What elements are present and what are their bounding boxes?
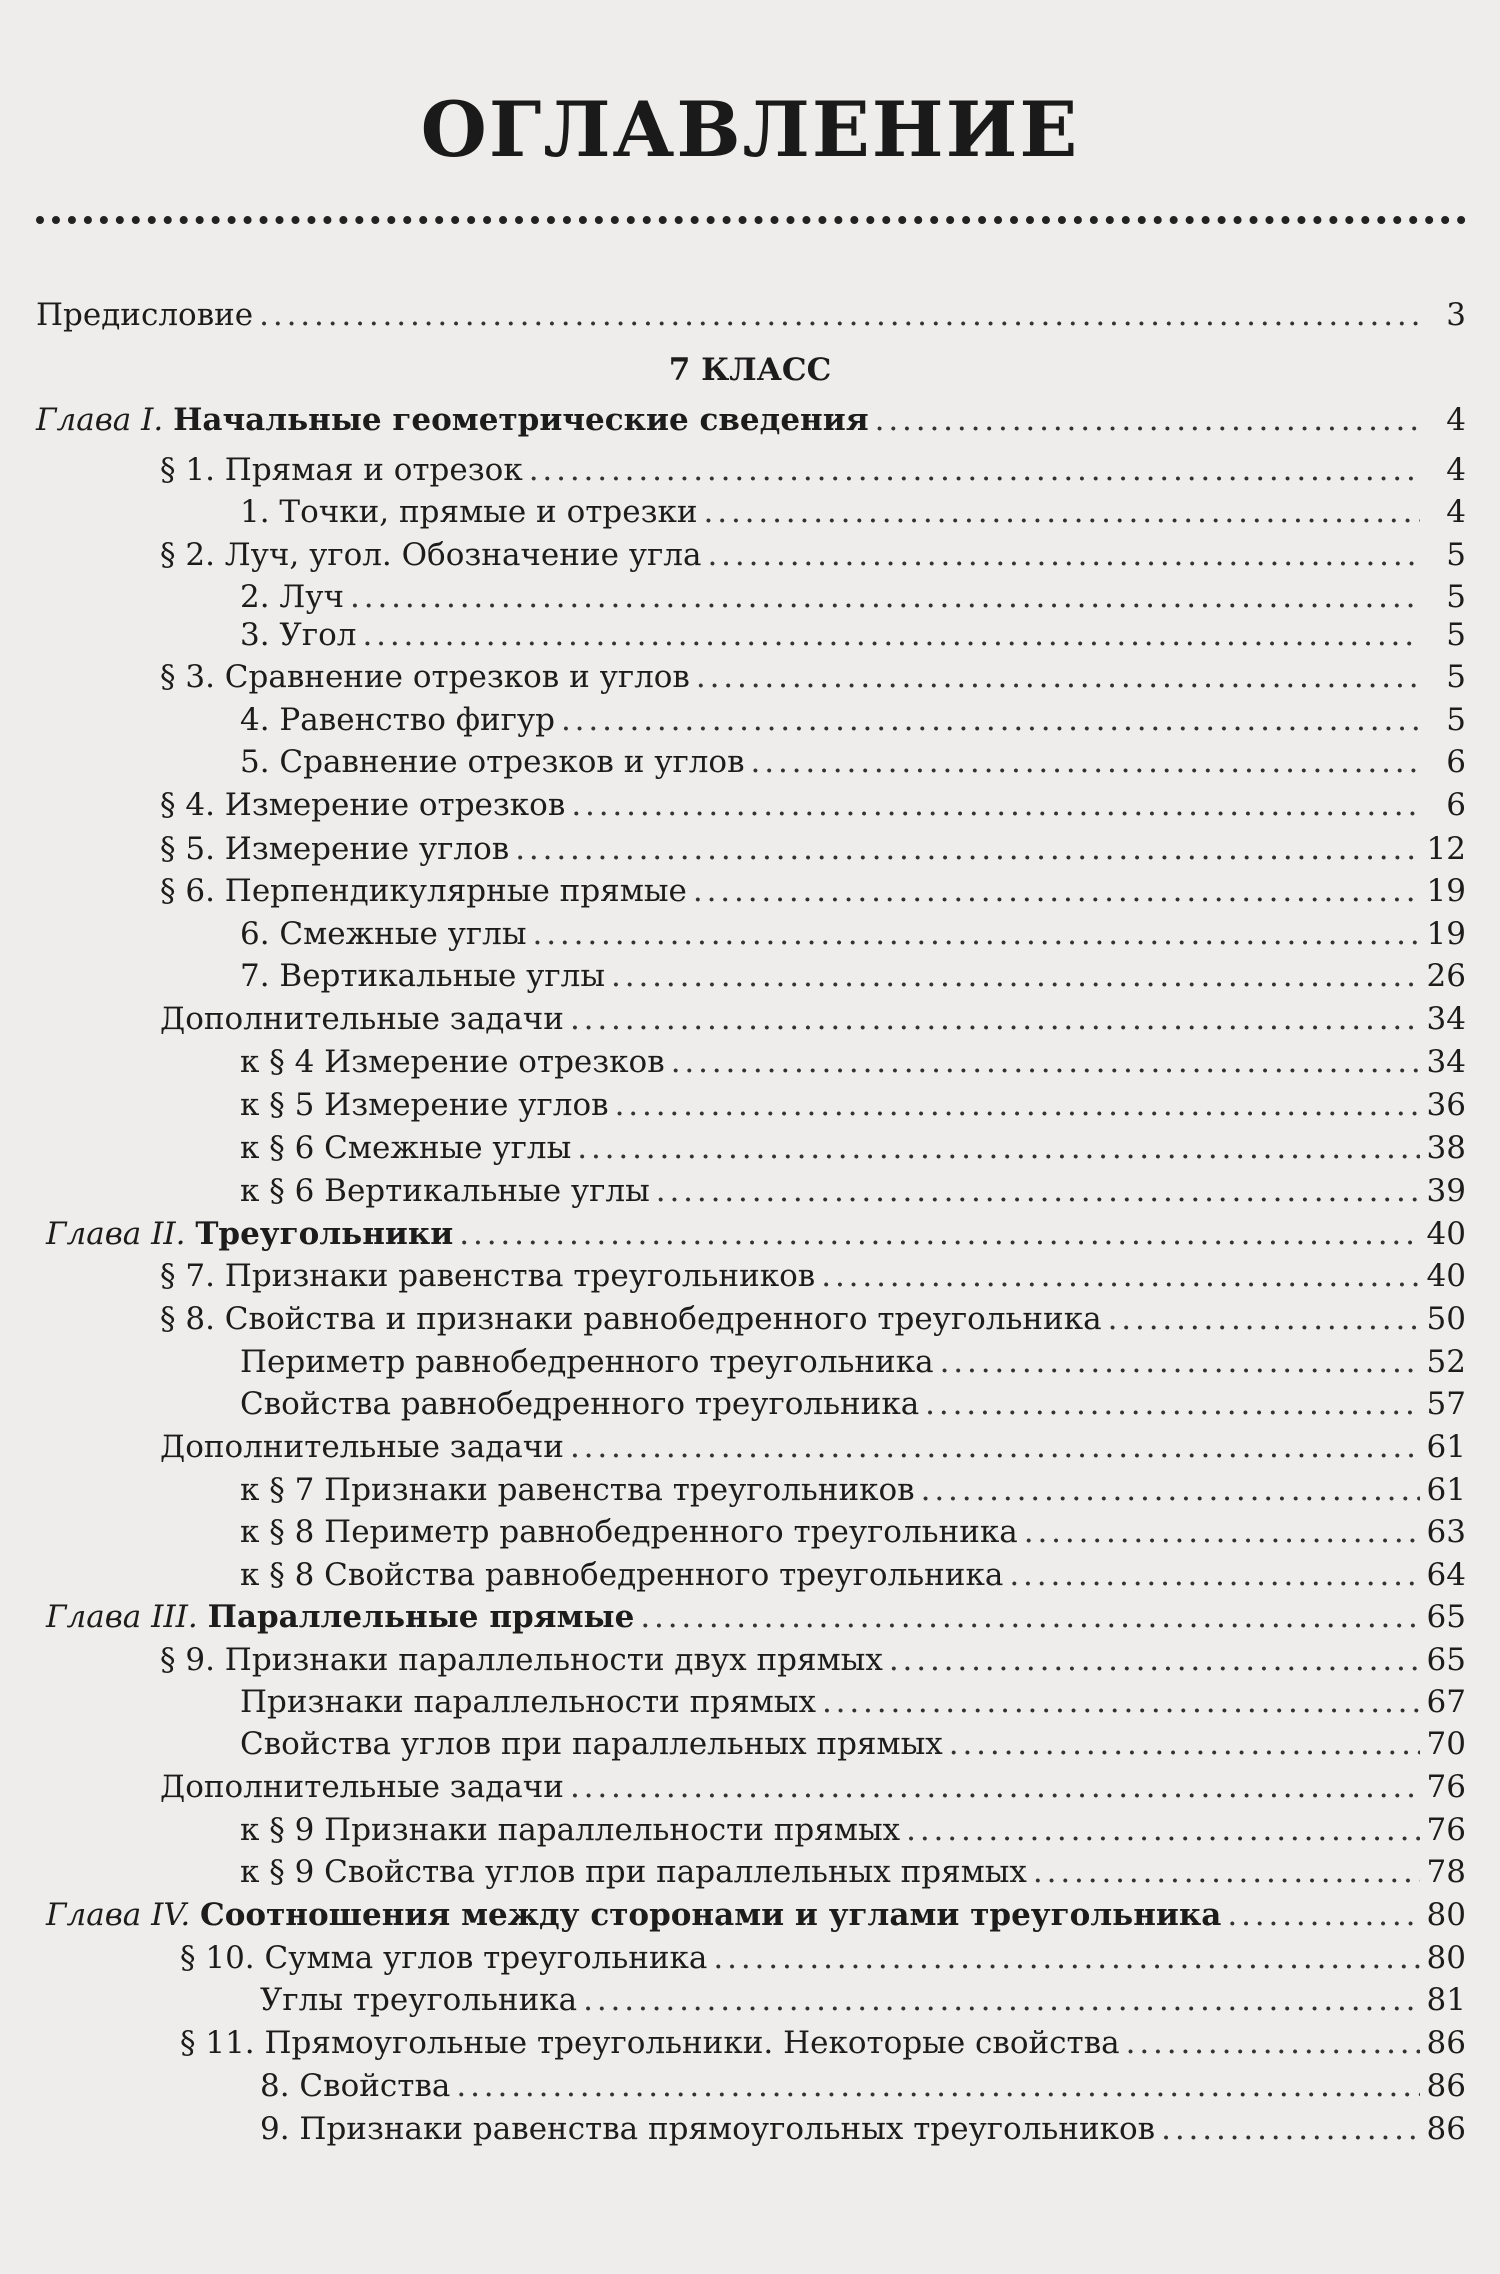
toc-page-number: 5 bbox=[1446, 537, 1466, 573]
toc-page-number: 40 bbox=[1426, 1216, 1466, 1252]
dot-leader bbox=[875, 398, 1420, 442]
toc-page-number: 40 bbox=[1426, 1258, 1466, 1294]
toc-entry-row[interactable] bbox=[240, 1083, 1466, 1127]
toc-entry-label bbox=[46, 1212, 453, 1256]
dot-leader bbox=[515, 827, 1420, 871]
toc-entry-label: к § 4 Измерение отрезков bbox=[240, 1044, 665, 1080]
toc-entry-label: к § 8 Периметр равнобедренного треугольника bbox=[240, 1514, 1018, 1550]
dot-leader bbox=[671, 1040, 1420, 1084]
toc-entry-row[interactable] bbox=[240, 1340, 1466, 1384]
toc-entry-label: § 7. Признаки равенства треугольников bbox=[160, 1258, 816, 1294]
dot-leader bbox=[1009, 1553, 1420, 1597]
toc-entry-label: § 1. Прямая и отрезок bbox=[160, 452, 523, 488]
toc-entry-label: 8. Свойства bbox=[260, 2068, 451, 2104]
toc-entry-label: 7. Вертикальные углы bbox=[240, 958, 606, 994]
toc-entry-row[interactable] bbox=[240, 490, 1466, 534]
toc-page-number: 12 bbox=[1426, 831, 1466, 867]
toc-entry-row[interactable] bbox=[240, 912, 1466, 956]
toc-entry-label: к § 9 Свойства углов при параллельных прямых bbox=[240, 1854, 1027, 1890]
toc-chapter-row[interactable] bbox=[46, 1212, 1466, 1256]
toc-page-number: 61 bbox=[1426, 1472, 1466, 1508]
toc-entry-row[interactable] bbox=[240, 613, 1466, 657]
toc-page-number: 5 bbox=[1446, 579, 1466, 615]
dot-leader bbox=[925, 1382, 1420, 1426]
dot-leader bbox=[1033, 1850, 1420, 1894]
toc-entry-label: к § 9 Признаки параллельности прямых bbox=[240, 1812, 901, 1848]
toc-entry-row[interactable] bbox=[260, 2064, 1466, 2108]
dot-leader bbox=[259, 293, 1420, 337]
toc-page-number: 6 bbox=[1446, 744, 1466, 780]
chapter-title: Параллельные прямые bbox=[207, 1599, 635, 1635]
toc-chapter-row[interactable] bbox=[46, 1893, 1466, 1937]
toc-entry-label: § 5. Измерение углов bbox=[160, 831, 510, 867]
toc-page-number: 65 bbox=[1426, 1599, 1466, 1635]
toc-page-number: 52 bbox=[1426, 1344, 1466, 1380]
toc-page-number: 19 bbox=[1426, 873, 1466, 909]
toc-entry-label: § 9. Признаки параллельности двух прямых bbox=[160, 1642, 883, 1678]
toc-entry-row[interactable] bbox=[160, 533, 1466, 577]
toc-entry-row[interactable] bbox=[160, 1765, 1466, 1809]
dot-leader bbox=[821, 1254, 1420, 1298]
toc-page-number: 86 bbox=[1426, 2025, 1466, 2061]
chapter-title: Начальные геометрические сведения bbox=[173, 402, 869, 438]
toc-entry-row[interactable] bbox=[160, 783, 1466, 827]
toc-page-number: 34 bbox=[1426, 1001, 1466, 1037]
dot-leader bbox=[1126, 2021, 1420, 2065]
toc-entry-label: 5. Сравнение отрезков и углов bbox=[240, 744, 745, 780]
chapter-title: Треугольники bbox=[195, 1216, 454, 1252]
toc-entry-label: Признаки параллельности прямых bbox=[240, 1684, 816, 1720]
toc-entry-label: Периметр равнобедренного треугольника bbox=[240, 1344, 934, 1380]
dot-leader bbox=[949, 1722, 1420, 1766]
dot-leader bbox=[751, 740, 1420, 784]
toc-entry-label: § 3. Сравнение отрезков и углов bbox=[160, 659, 690, 695]
toc-page-number: 80 bbox=[1426, 1897, 1466, 1933]
toc-page-number: 67 bbox=[1426, 1684, 1466, 1720]
dot-leader bbox=[696, 655, 1420, 699]
toc-entry-label bbox=[46, 1595, 634, 1639]
chapter-number: Глава I. bbox=[36, 402, 174, 438]
dot-leader bbox=[529, 448, 1420, 492]
toc-page-number: 19 bbox=[1426, 916, 1466, 952]
toc-entry-label: к § 8 Свойства равнобедренного треугольника bbox=[240, 1557, 1004, 1593]
toc-page-number: 4 bbox=[1446, 494, 1466, 530]
dot-leader bbox=[889, 1638, 1420, 1682]
toc-entry-row[interactable] bbox=[240, 954, 1466, 998]
dotted-divider bbox=[36, 216, 1466, 224]
toc-entry-row[interactable] bbox=[160, 1425, 1466, 1469]
toc-entry-label: Предисловие bbox=[36, 297, 254, 333]
toc-entry-label: § 4. Измерение отрезков bbox=[160, 787, 566, 823]
toc-entry-label: § 2. Луч, угол. Обозначение угла bbox=[160, 537, 702, 573]
toc-page-number: 86 bbox=[1426, 2068, 1466, 2104]
toc-entry-row[interactable] bbox=[240, 1510, 1466, 1554]
toc-entry-row[interactable] bbox=[240, 1850, 1466, 1894]
toc-entry-row[interactable] bbox=[240, 1169, 1466, 1213]
toc-entry-row[interactable] bbox=[240, 1040, 1466, 1084]
toc-entry-row[interactable] bbox=[180, 2021, 1466, 2065]
toc-page-number: 36 bbox=[1426, 1087, 1466, 1123]
toc-entry-row[interactable] bbox=[240, 1722, 1466, 1766]
chapter-number: Глава II. bbox=[46, 1216, 196, 1252]
toc-entry-row[interactable] bbox=[260, 2107, 1466, 2151]
toc-page-number: 78 bbox=[1426, 1854, 1466, 1890]
toc-entry-label: § 8. Свойства и признаки равнобедренного треугольника bbox=[160, 1301, 1102, 1337]
toc-entry-label bbox=[46, 1893, 1221, 1937]
toc-entry-label: Дополнительные задачи bbox=[160, 1429, 564, 1465]
toc-entry-label bbox=[36, 398, 869, 442]
toc-entry-row[interactable] bbox=[160, 1297, 1466, 1341]
toc-page-number: 4 bbox=[1446, 402, 1466, 438]
toc-page-number: 26 bbox=[1426, 958, 1466, 994]
dot-leader bbox=[571, 783, 1420, 827]
toc-page-number: 5 bbox=[1446, 617, 1466, 653]
dot-leader bbox=[611, 954, 1420, 998]
toc-page-number: 76 bbox=[1426, 1812, 1466, 1848]
toc-entry-row[interactable] bbox=[160, 1254, 1466, 1298]
toc-entry-row[interactable] bbox=[260, 1978, 1466, 2022]
toc-entry-label: § 6. Перпендикулярные прямые bbox=[160, 873, 687, 909]
toc-entry-label: к § 7 Признаки равенства треугольников bbox=[240, 1472, 915, 1508]
dot-leader bbox=[456, 2064, 1420, 2108]
toc-entry-label: 2. Луч bbox=[240, 579, 345, 615]
toc-entry-label: Углы треугольника bbox=[260, 1982, 578, 2018]
toc-page-number: 50 bbox=[1426, 1301, 1466, 1337]
page-title: ОГЛАВЛЕНИЕ bbox=[420, 85, 1080, 174]
toc-entry-label: 3. Угол bbox=[240, 617, 357, 653]
toc-entry-row[interactable] bbox=[160, 997, 1466, 1041]
dot-leader bbox=[940, 1340, 1420, 1384]
toc-page-number: 5 bbox=[1446, 659, 1466, 695]
dot-leader bbox=[615, 1083, 1420, 1127]
toc-entry-row[interactable] bbox=[240, 1808, 1466, 1852]
dot-leader bbox=[906, 1808, 1420, 1852]
toc-entry-label: § 11. Прямоугольные треугольники. Некоторые свойства bbox=[180, 2025, 1120, 2061]
toc-page-number: 39 bbox=[1426, 1173, 1466, 1209]
dot-leader bbox=[822, 1680, 1420, 1724]
dot-leader bbox=[561, 698, 1420, 742]
dot-leader bbox=[1024, 1510, 1420, 1554]
toc-chapter-row[interactable] bbox=[36, 398, 1466, 442]
dot-leader bbox=[570, 1765, 1420, 1809]
toc-entry-label: к § 6 Смежные углы bbox=[240, 1130, 572, 1166]
toc-page-number: 70 bbox=[1426, 1726, 1466, 1762]
toc-chapter-row[interactable] bbox=[46, 1595, 1466, 1639]
dot-leader bbox=[713, 1936, 1420, 1980]
dot-leader bbox=[656, 1169, 1420, 1213]
toc-entry-row[interactable] bbox=[240, 1126, 1466, 1170]
chapter-title: Соотношения между сторонами и углами треугольника bbox=[200, 1897, 1222, 1933]
chapter-number: Глава IV. bbox=[46, 1897, 201, 1933]
toc-page-number: 38 bbox=[1426, 1130, 1466, 1166]
toc-entry-label: 1. Точки, прямые и отрезки bbox=[240, 494, 698, 530]
toc-page-number: 63 bbox=[1426, 1514, 1466, 1550]
dot-leader bbox=[570, 997, 1420, 1041]
dot-leader bbox=[1161, 2107, 1420, 2151]
toc-entry-row[interactable] bbox=[36, 293, 1466, 337]
toc-entry-label: Свойства равнобедренного треугольника bbox=[240, 1386, 920, 1422]
toc-page-number: 57 bbox=[1426, 1386, 1466, 1422]
dot-leader bbox=[577, 1126, 1420, 1170]
toc-page-number: 61 bbox=[1426, 1429, 1466, 1465]
toc-page-number: 81 bbox=[1426, 1982, 1466, 2018]
toc-entry-row[interactable] bbox=[160, 869, 1466, 913]
dot-leader bbox=[693, 869, 1420, 913]
toc-entry-row[interactable] bbox=[160, 1638, 1466, 1682]
toc-entry-row[interactable] bbox=[240, 1468, 1466, 1512]
toc-page-number: 3 bbox=[1446, 297, 1466, 333]
toc-entry-label: Свойства углов при параллельных прямых bbox=[240, 1726, 943, 1762]
toc-page-number: 76 bbox=[1426, 1769, 1466, 1805]
toc-entry-row[interactable] bbox=[180, 1936, 1466, 1980]
dot-leader bbox=[533, 912, 1420, 956]
dot-leader bbox=[921, 1468, 1420, 1512]
toc-entry-row[interactable] bbox=[240, 1382, 1466, 1426]
toc-page-number: 64 bbox=[1426, 1557, 1466, 1593]
toc-entry-label: 4. Равенство фигур bbox=[240, 702, 555, 738]
toc-page-number: 5 bbox=[1446, 702, 1466, 738]
dot-leader bbox=[1108, 1297, 1420, 1341]
toc-entry-row[interactable] bbox=[160, 448, 1466, 492]
dot-leader bbox=[640, 1595, 1420, 1639]
toc-entry-row[interactable] bbox=[240, 698, 1466, 742]
toc-entry-label: к § 5 Измерение углов bbox=[240, 1087, 609, 1123]
toc-entry-label: к § 6 Вертикальные углы bbox=[240, 1173, 650, 1209]
toc-page-number: 34 bbox=[1426, 1044, 1466, 1080]
toc-entry-label: Дополнительные задачи bbox=[160, 1001, 564, 1037]
toc-page-number: 86 bbox=[1426, 2111, 1466, 2147]
toc-entry-label: 6. Смежные углы bbox=[240, 916, 527, 952]
toc-page-number: 6 bbox=[1446, 787, 1466, 823]
toc-entry-row[interactable] bbox=[240, 1680, 1466, 1724]
toc-entry-label: § 10. Сумма углов треугольника bbox=[180, 1940, 708, 1976]
dot-leader bbox=[583, 1978, 1420, 2022]
dot-leader bbox=[459, 1212, 1420, 1256]
dot-leader bbox=[707, 533, 1420, 577]
toc-page-number: 4 bbox=[1446, 452, 1466, 488]
dot-leader bbox=[704, 490, 1420, 534]
toc-entry-row[interactable] bbox=[240, 1553, 1466, 1597]
toc-entry-row[interactable] bbox=[160, 655, 1466, 699]
dot-leader bbox=[570, 1425, 1420, 1469]
toc-entry-label: 9. Признаки равенства прямоугольных треугольников bbox=[260, 2111, 1156, 2147]
dot-leader bbox=[1227, 1893, 1420, 1937]
dot-leader bbox=[362, 613, 1420, 657]
toc-entry-label: Дополнительные задачи bbox=[160, 1769, 564, 1805]
toc-entry-row[interactable] bbox=[240, 740, 1466, 784]
toc-page-number: 65 bbox=[1426, 1642, 1466, 1678]
toc-entry-row[interactable] bbox=[160, 827, 1466, 871]
chapter-number: Глава III. bbox=[46, 1599, 208, 1635]
section-heading: 7 КЛАСС bbox=[668, 352, 832, 388]
toc-page-number: 80 bbox=[1426, 1940, 1466, 1976]
